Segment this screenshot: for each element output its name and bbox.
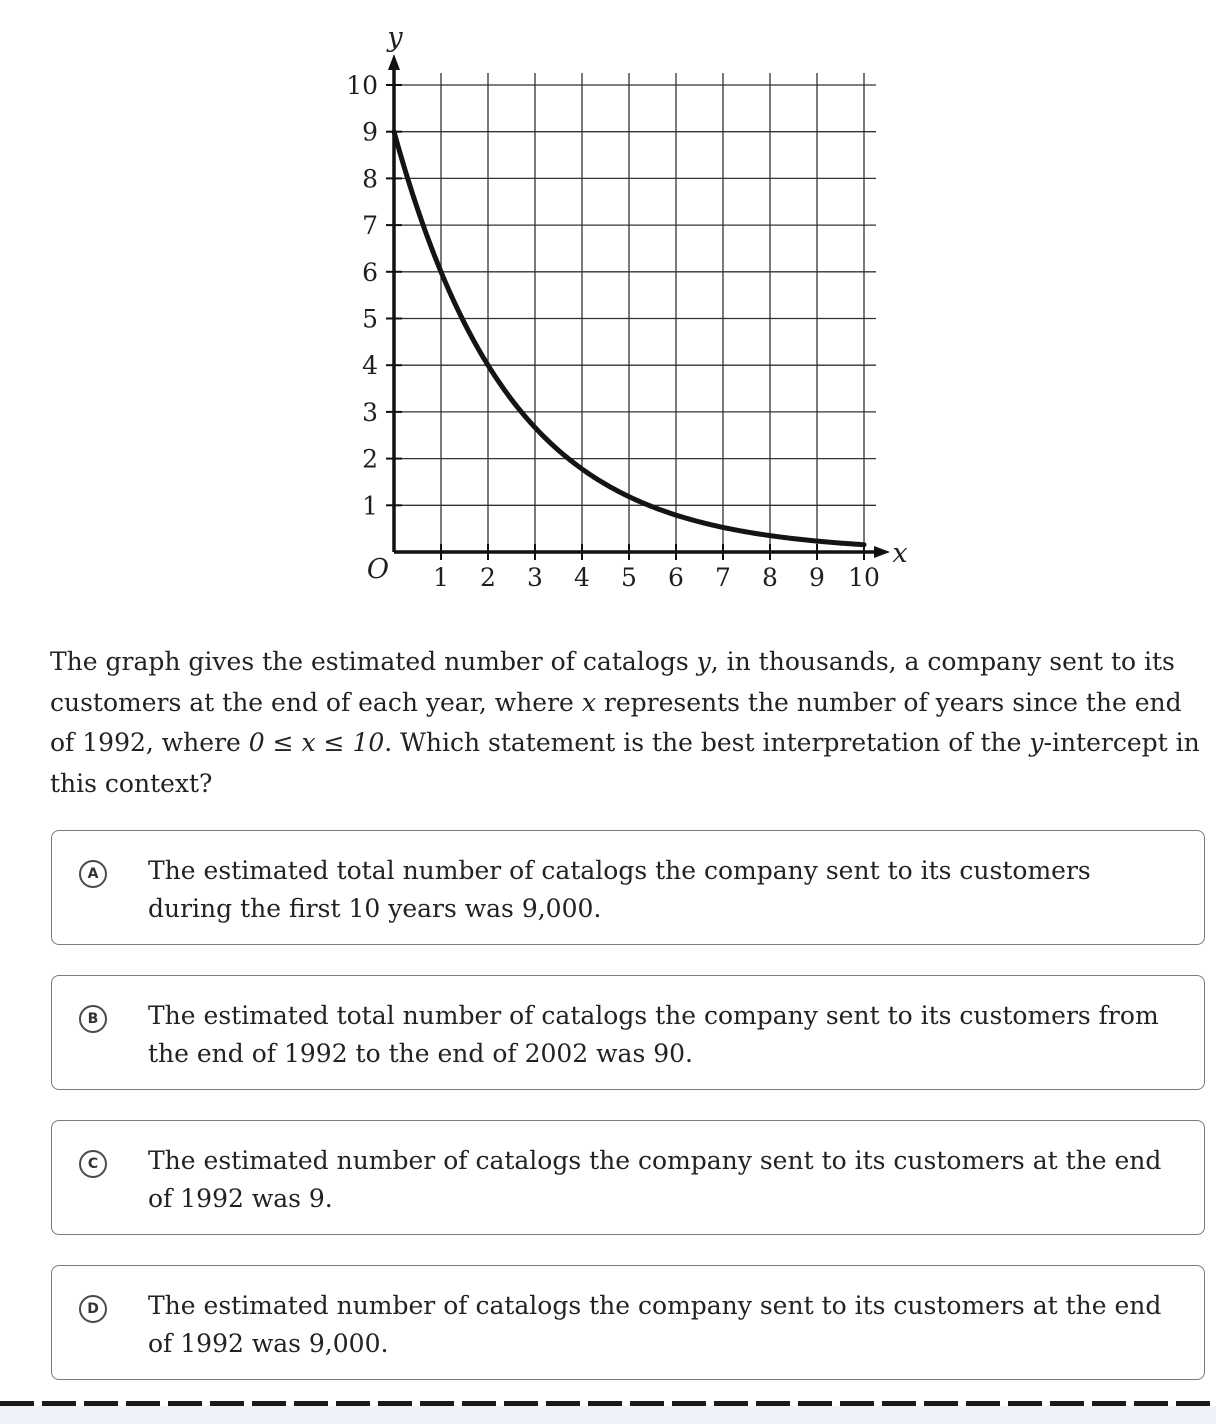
x-axis-arrow-icon (874, 546, 890, 558)
x-tick-label: 5 (621, 563, 637, 592)
choice-a-badge: A (79, 860, 107, 888)
exponential-graph (0, 0, 1216, 620)
choice-c[interactable] (51, 1120, 1205, 1235)
question-text: The graph gives the estimated number of catalogs y, in thousands, a company sent to its customers at the end of each year, where x represents the number of years since the end of 1992, where 0 ≤ x ≤ 10. Which statement is the best interpretation of the y-intercept in this context? (50, 647, 1200, 798)
y-tick-label: 3 (362, 397, 378, 427)
y-tick-label: 8 (362, 164, 378, 194)
y-tick-label: 1 (362, 491, 378, 521)
x-tick-label: 2 (480, 563, 496, 592)
x-axis-label: x (892, 538, 908, 569)
origin-label: O (366, 554, 390, 585)
x-tick-label: 10 (848, 563, 880, 592)
x-tick-label: 8 (762, 563, 778, 592)
choice-d-badge: D (79, 1295, 107, 1323)
x-tick-label: 1 (433, 563, 449, 592)
footer-band (0, 1406, 1216, 1424)
choice-a-text: The estimated total number of catalogs the company sent to its customers during the first 10 years was 9,000. (148, 856, 1091, 923)
y-tick-label: 4 (362, 351, 378, 381)
choice-c-text: The estimated number of catalogs the company sent to its customers at the end of 1992 was 9. (148, 1146, 1162, 1213)
choice-b[interactable] (51, 975, 1205, 1090)
choice-a[interactable] (51, 830, 1205, 945)
choice-b-badge: B (79, 1005, 107, 1033)
choice-c-badge: C (79, 1150, 107, 1178)
y-tick-label: 9 (362, 117, 378, 147)
y-tick-label: 7 (362, 211, 378, 241)
y-tick-label: 10 (346, 71, 378, 100)
y-tick-label: 6 (362, 257, 378, 287)
choice-d-text: The estimated number of catalogs the company sent to its customers at the end of 1992 was 9,000. (148, 1291, 1162, 1358)
x-tick-label: 9 (809, 563, 825, 592)
choice-d[interactable] (51, 1265, 1205, 1380)
x-tick-label: 3 (527, 563, 543, 592)
y-axis-arrow-icon (388, 54, 400, 70)
x-tick-label: 4 (574, 563, 590, 592)
x-tick-label: 6 (668, 563, 684, 592)
x-tick-label: 7 (715, 563, 731, 592)
y-tick-label: 5 (362, 304, 378, 334)
y-axis-label: y (387, 22, 403, 53)
choice-b-text: The estimated total number of catalogs the company sent to its customers from the end of 1992 to the end of 2002 was 90. (148, 1001, 1159, 1068)
y-tick-label: 2 (362, 444, 378, 474)
